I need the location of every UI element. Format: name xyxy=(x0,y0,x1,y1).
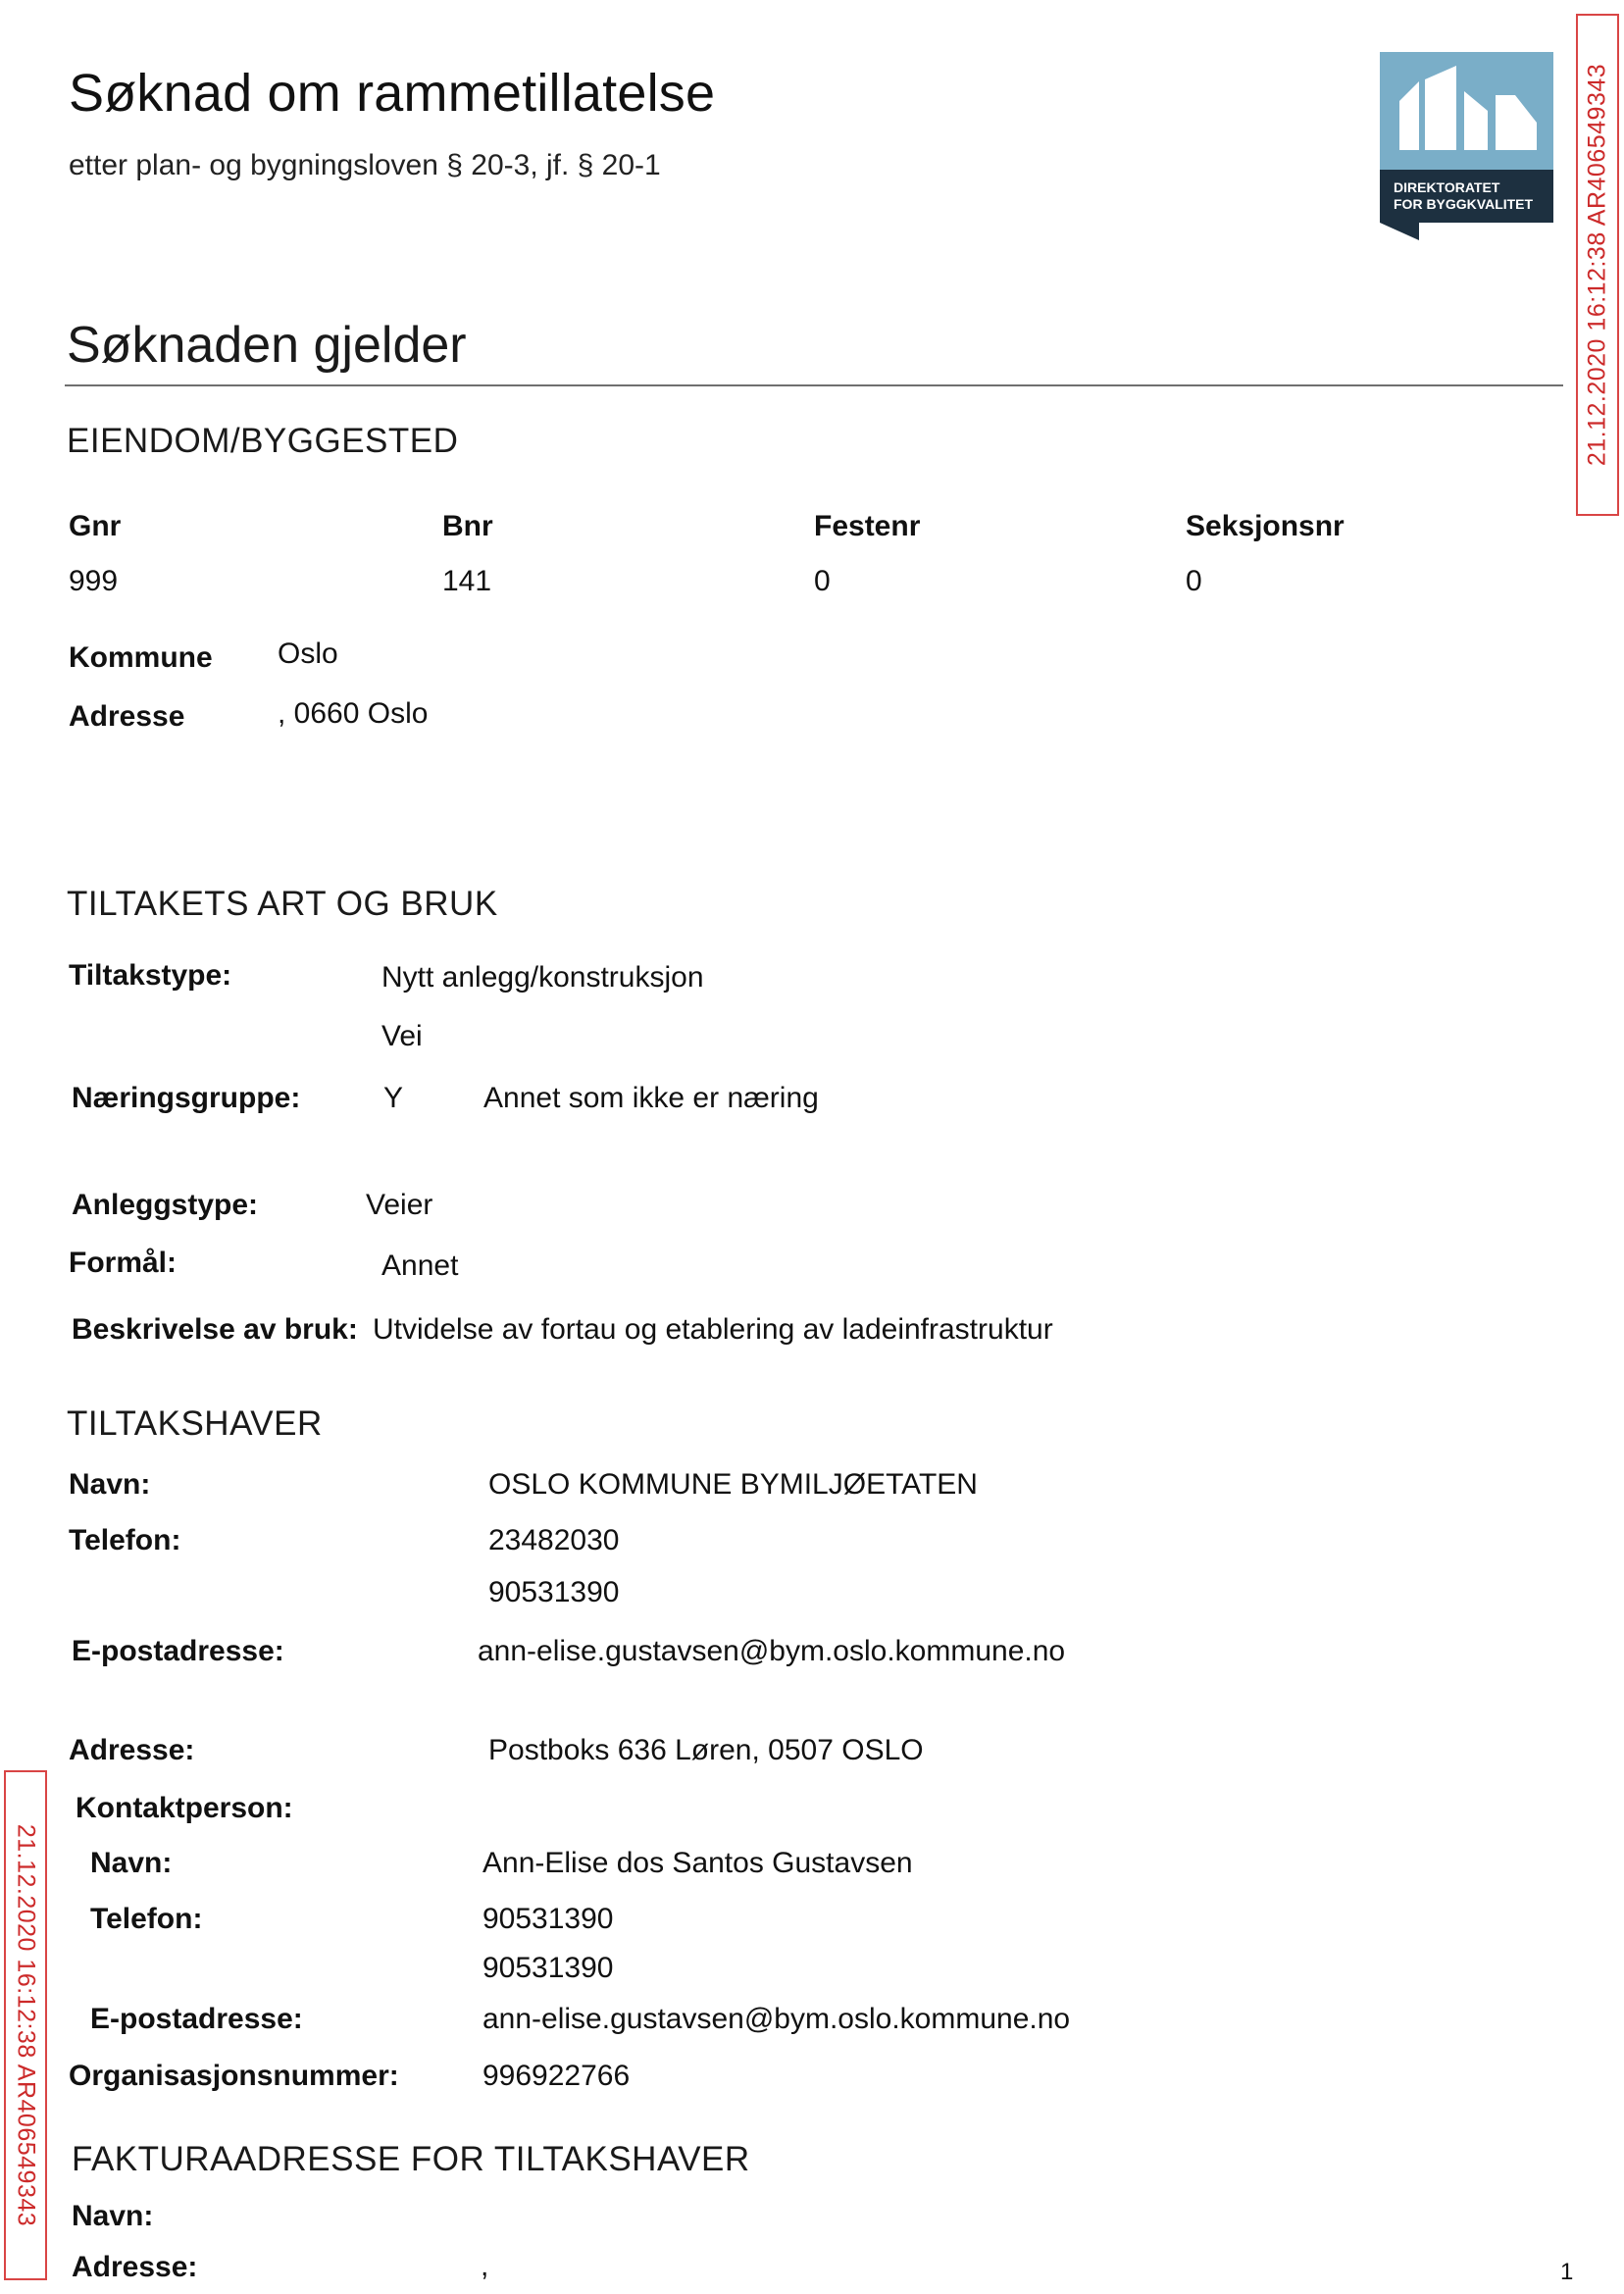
tiltakshaver-navn-value: OSLO KOMMUNE BYMILJØETATEN xyxy=(488,1468,978,1501)
stamp-frame-left xyxy=(4,1770,47,2280)
document-subtitle: etter plan- og bygningsloven § 20-3, jf. § 20-1 xyxy=(69,149,661,181)
kontaktperson-label: Kontaktperson: xyxy=(76,1792,293,1824)
timestamp-stamp-left: 21.12.2020 16:12:38 AR406549343 xyxy=(12,1823,40,2227)
festenr-label: Festenr xyxy=(814,510,921,542)
seksjonsnr-value: 0 xyxy=(1186,565,1202,597)
seksjonsnr-label: Seksjonsnr xyxy=(1186,510,1345,542)
kommune-value: Oslo xyxy=(278,637,338,670)
building-logo-icon xyxy=(1380,52,1553,240)
bnr-value: 141 xyxy=(442,565,492,597)
bnr-label: Bnr xyxy=(442,510,493,542)
gnr-value: 999 xyxy=(69,565,119,597)
tiltakshaver-navn-label: Navn: xyxy=(69,1468,151,1501)
stamp-frame-right xyxy=(1576,14,1619,516)
faktura-navn-label: Navn: xyxy=(72,2200,154,2232)
faktura-adresse-label: Adresse: xyxy=(72,2251,198,2283)
formal-value: Annet xyxy=(381,1249,459,1282)
tiltakstype-label: Tiltakstype: xyxy=(69,959,232,992)
kontakt-telefon-2: 90531390 xyxy=(482,1952,614,1984)
tiltakshaver-telefon-1: 23482030 xyxy=(488,1524,620,1556)
kontakt-telefon-label: Telefon: xyxy=(90,1903,203,1935)
adresse-label: Adresse xyxy=(69,700,185,733)
kontakt-epost-label: E-postadresse: xyxy=(90,2003,303,2035)
tiltakstype-value-2: Vei xyxy=(381,1020,423,1052)
tiltakshaver-epost-value: ann-elise.gustavsen@bym.oslo.kommune.no xyxy=(478,1635,1066,1667)
document-title: Søknad om rammetillatelse xyxy=(69,64,716,123)
tiltakshaver-adresse-label: Adresse: xyxy=(69,1734,195,1766)
gnr-label: Gnr xyxy=(69,510,122,542)
kontakt-navn-value: Ann-Elise dos Santos Gustavsen xyxy=(482,1847,913,1879)
naeringsgruppe-text: Annet som ikke er næring xyxy=(483,1082,819,1114)
festenr-value: 0 xyxy=(814,565,831,597)
eiendom-heading: EIENDOM/BYGGESTED xyxy=(67,422,459,460)
tiltakshaver-adresse-value: Postboks 636 Løren, 0507 OSLO xyxy=(488,1734,924,1766)
tiltakstype-value-1: Nytt anlegg/konstruksjon xyxy=(381,961,704,994)
logo-line-1: DIREKTORATET xyxy=(1394,179,1500,195)
adresse-value: , 0660 Oslo xyxy=(278,697,429,730)
section-divider xyxy=(65,384,1563,386)
beskrivelse-value: Utvidelse av fortau og etablering av ladeinfrastruktur xyxy=(373,1313,1053,1346)
naeringsgruppe-code: Y xyxy=(383,1082,404,1114)
dibk-logo xyxy=(1380,52,1553,240)
beskrivelse-label: Beskrivelse av bruk: xyxy=(72,1313,358,1346)
kontakt-epost-value: ann-elise.gustavsen@bym.oslo.kommune.no xyxy=(482,2003,1071,2035)
tiltakshaver-heading: TILTAKSHAVER xyxy=(67,1404,323,1443)
tiltak-heading: TILTAKETS ART OG BRUK xyxy=(67,885,498,923)
formal-label: Formål: xyxy=(69,1247,178,1279)
logo-line-2: FOR BYGGKVALITET xyxy=(1394,196,1534,212)
kontakt-telefon-1: 90531390 xyxy=(482,1903,614,1935)
anleggstype-value: Veier xyxy=(366,1189,433,1221)
anleggstype-label: Anleggstype: xyxy=(72,1189,259,1221)
timestamp-stamp-right: 21.12.2020 16:12:38 AR406549343 xyxy=(1583,63,1611,467)
kommune-label: Kommune xyxy=(69,641,213,674)
page-number: 1 xyxy=(1560,2259,1574,2285)
section-title: Søknaden gjelder xyxy=(67,317,467,374)
kontakt-navn-label: Navn: xyxy=(90,1847,173,1879)
tiltakshaver-telefon-2: 90531390 xyxy=(488,1576,620,1608)
orgnr-label: Organisasjonsnummer: xyxy=(69,2060,399,2092)
faktura-heading: FAKTURAADRESSE FOR TILTAKSHAVER xyxy=(72,2140,750,2178)
tiltakshaver-telefon-label: Telefon: xyxy=(69,1524,181,1556)
faktura-adresse-value: , xyxy=(481,2250,489,2282)
tiltakshaver-epost-label: E-postadresse: xyxy=(72,1635,284,1667)
orgnr-value: 996922766 xyxy=(482,2060,631,2092)
naeringsgruppe-label: Næringsgruppe: xyxy=(72,1082,301,1114)
